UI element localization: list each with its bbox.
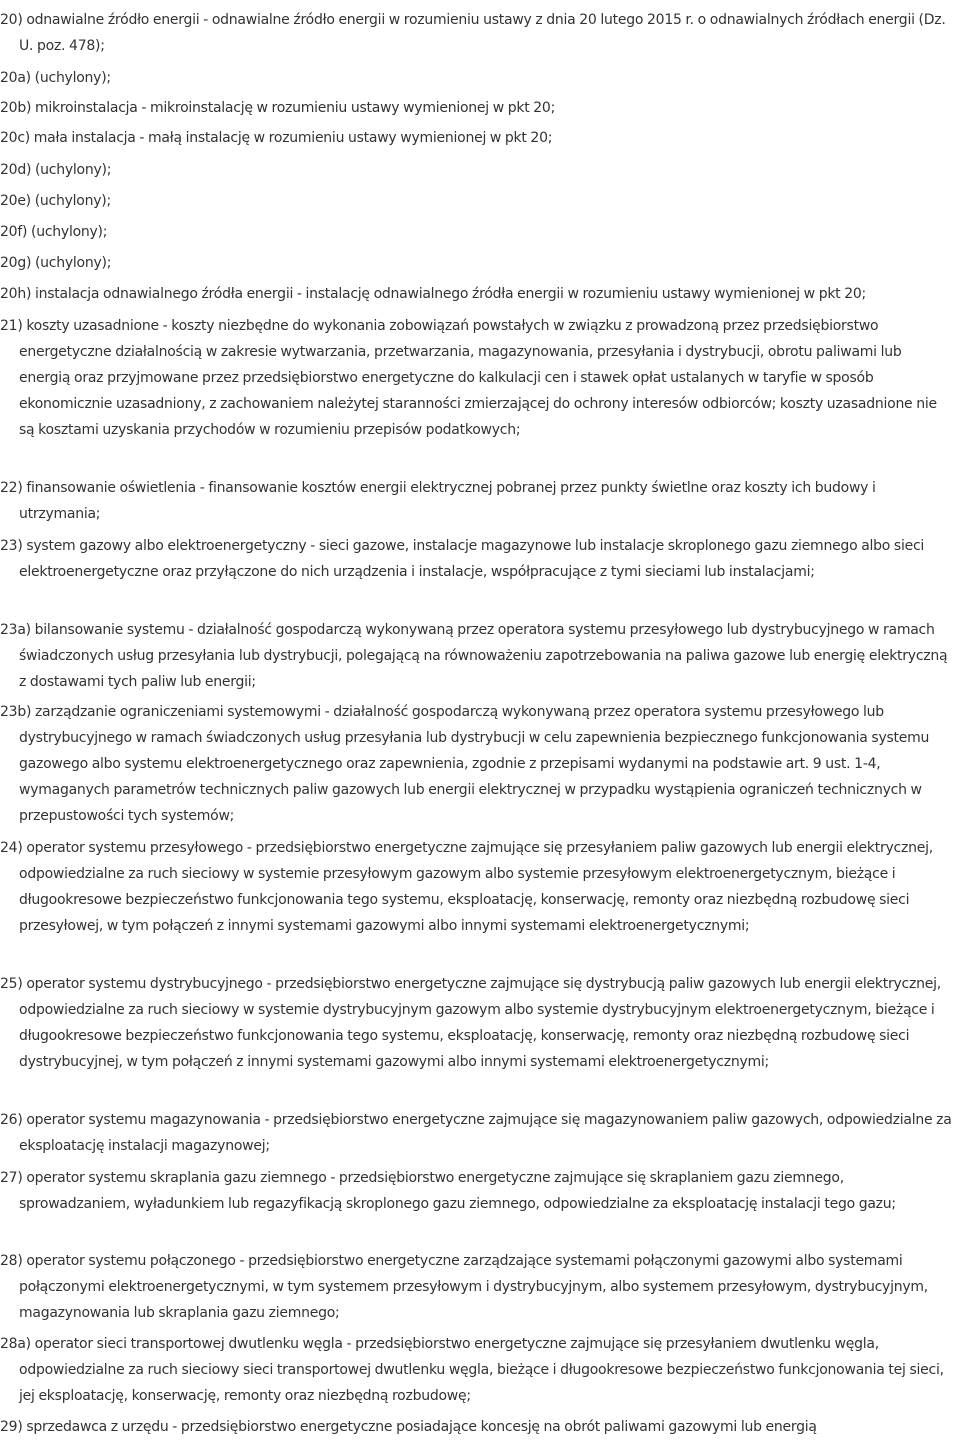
definition-item-25: 25) operator systemu dystrybucyjnego - przedsiębiorstwo energetyczne zajmujące się dystrybucją paliw gazowych lub energii elektrycznej, odpowiedzialne za ruch sieciowy w systemie dystrybucyjnym gazowym albo systemie dystrybucyjnym elektroenergetycznym, bieżące i długookresowe bezpieczeństwo funkcjonowania tego systemu, eksploatację, konserwację, remonty oraz niezbędną rozbudowę sieci dystrybucyjnej, w tym połączeń z innymi systemami gazowymi albo innymi systemami elektroenergetycznymi; [0,976,941,1070]
definition-item-20e: 20e) (uchylony); [0,193,111,209]
definition-item-22: 22) finansowanie oświetlenia - finansowanie kosztów energii elektrycznej pobranej przez punkty świetlne oraz koszty ich budowy i utrzymania; [0,480,876,522]
definition-item-29: 29) sprzedawca z urzędu - przedsiębiorstwo energetyczne posiadające koncesję na obrót paliwami gazowymi lub energią [0,1419,817,1435]
definition-item-20g: 20g) (uchylony); [0,255,112,271]
definition-item-23a: 23a) bilansowanie systemu - działalność gospodarczą wykonywaną przez operatora systemu przesyłowego lub dystrybucyjnego w ramach świadczonych usług przesyłania lub dystrybucji, polegającą na równoważeniu zapotrzebowania na paliwa gazowe lub energię elektryczną z dostawami tych paliw lub energii; [0,622,948,690]
definition-item-20f: 20f) (uchylony); [0,224,108,240]
definition-item-20b: 20b) mikroinstalacja - mikroinstalację w rozumieniu ustawy wymienionej w pkt 20; [0,100,556,116]
definition-item-20c: 20c) mała instalacja - małą instalację w rozumieniu ustawy wymienionej w pkt 20; [0,130,553,146]
definition-item-28a: 28a) operator sieci transportowej dwutlenku węgla - przedsiębiorstwo energetyczne zajmujące się przesyłaniem dwutlenku węgla, odpowiedzialne za ruch sieciowy sieci transportowej dwutlenku węgla, bieżące i długookresowe bezpieczeństwo funkcjonowania tej sieci, jej eksploatację, konserwację, remonty oraz niezbędną rozbudowę; [0,1336,944,1404]
definition-item-21: 21) koszty uzasadnione - koszty niezbędne do wykonania zobowiązań powstałych w związku z prowadzoną przez przedsiębiorstwo energetyczne działalnością w zakresie wytwarzania, przetwarzania, magazynowania, przesyłania i dystrybucji, obrotu paliwami lub energią oraz przyjmowane przez przedsiębiorstwo energetyczne do kalkulacji cen i stawek opłat ustalanych w taryfie w sposób ekonomicznie uzasadniony, z zachowaniem należytej staranności zmierzającej do ochrony interesów odbiorców; koszty uzasadnione nie są kosztami uzyskania przychodów w rozumieniu przepisów podatkowych; [0,318,937,438]
definition-item-20d: 20d) (uchylony); [0,162,112,178]
definition-item-20: 20) odnawialne źródło energii - odnawialne źródło energii w rozumieniu ustawy z dnia 20 lutego 2015 r. o odnawialnych źródłach energii (Dz. U. poz. 478); [0,12,946,54]
definition-item-26: 26) operator systemu magazynowania - przedsiębiorstwo energetyczne zajmujące się magazynowaniem paliw gazowych, odpowiedzialne za eksploatację instalacji magazynowej; [0,1112,952,1154]
definition-item-23: 23) system gazowy albo elektroenergetyczny - sieci gazowe, instalacje magazynowe lub instalacje skroplonego gazu ziemnego albo sieci elektroenergetyczne oraz przyłączone do nich urządzenia i instalacje, współpracujące z tymi sieciami lub instalacjami; [0,538,925,580]
definition-item-20a: 20a) (uchylony); [0,70,111,86]
definition-item-28: 28) operator systemu połączonego - przedsiębiorstwo energetyczne zarządzające systemami połączonymi gazowymi albo systemami połączonymi elektroenergetycznymi, w tym systemem przesyłowym i dystrybucyjnym, albo systemem przesyłowym, dystrybucyjnym, magazynowania lub skraplania gazu ziemnego; [0,1253,928,1321]
definition-item-27: 27) operator systemu skraplania gazu ziemnego - przedsiębiorstwo energetyczne zajmujące się skraplaniem gazu ziemnego, sprowadzaniem, wyładunkiem lub regazyfikacją skroplonego gazu ziemnego, odpowiedzialne za eksploatację instalacji tego gazu; [0,1170,896,1212]
definition-item-20h: 20h) instalacja odnawialnego źródła energii - instalację odnawialnego źródła energii w rozumieniu ustawy wymienionej w pkt 20; [0,286,867,302]
definition-item-23b: 23b) zarządzanie ograniczeniami systemowymi - działalność gospodarczą wykonywaną przez operatora systemu przesyłowego lub dystrybucyjnego w ramach świadczonych usług przesyłania lub dystrybucji w celu zapewnienia bezpiecznego funkcjonowania systemu gazowego albo systemu elektroenergetycznego oraz zapewnienia, zgodnie z przepisami wydanymi na podstawie art. 9 ust. 1-4, wymaganych parametrów technicznych paliw gazowych lub energii elektrycznej w przypadku wystąpienia ograniczeń technicznych w przepustowości tych systemów; [0,704,930,824]
definition-item-24: 24) operator systemu przesyłowego - przedsiębiorstwo energetyczne zajmujące się przesyłaniem paliw gazowych lub energii elektrycznej, odpowiedzialne za ruch sieciowy w systemie przesyłowym gazowym albo systemie przesyłowym elektroenergetycznym, bieżące i długookresowe bezpieczeństwo funkcjonowania tego systemu, eksploatację, konserwację, remonty oraz niezbędną rozbudowę sieci przesyłowej, w tym połączeń z innymi systemami gazowymi albo innymi systemami elektroenergetycznymi; [0,840,933,934]
